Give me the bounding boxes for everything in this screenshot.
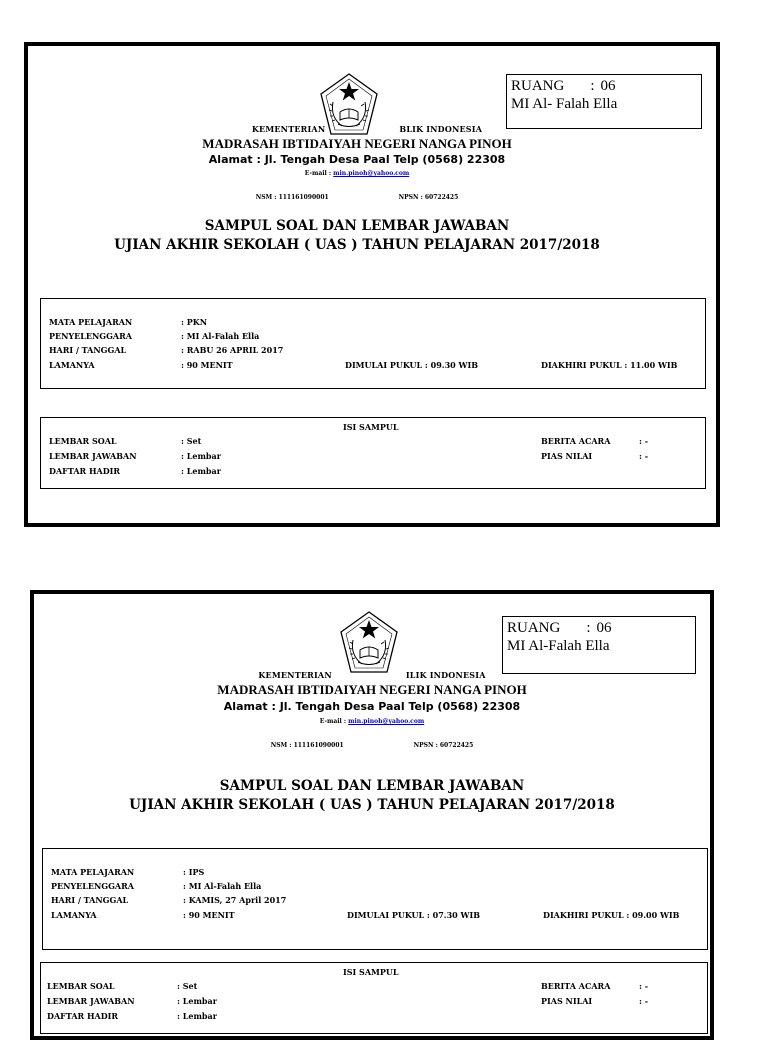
email-link[interactable]: min.pinoh@yahoo.com	[333, 170, 410, 177]
subject-label: MATA PELAJARAN	[49, 317, 133, 327]
room-number: 06	[600, 78, 616, 94]
ministry-text-right: ILIK INDONESIA	[405, 670, 486, 680]
ministry-text-left: KEMENTERIAN	[251, 124, 326, 134]
answer-sheet-value: : Lembar	[181, 451, 221, 461]
minutes-label: BERITA ACARA	[541, 436, 611, 446]
email-label: E-mail :	[304, 170, 334, 177]
minutes-label: BERITA ACARA	[541, 981, 611, 991]
date-value: : RABU 26 APRIL 2017	[181, 345, 284, 355]
email-label: E-mail :	[319, 718, 349, 725]
id-numbers	[0, 194, 716, 201]
attendance-label: DAFTAR HADIR	[49, 466, 121, 476]
question-sheet-label: LEMBAR SOAL	[47, 981, 115, 991]
question-sheet-label: LEMBAR SOAL	[49, 436, 117, 446]
question-sheet-value: : Set	[177, 981, 198, 991]
date-label: HARI / TANGGAL	[49, 345, 127, 355]
duration-value: : 90 MENIT	[183, 910, 235, 920]
ministry-text-right: BLIK INDONESIA	[399, 124, 483, 134]
minutes-value: : -	[639, 981, 649, 991]
room-box: RUANG : 06 MI Al-Falah Ella	[502, 616, 696, 674]
attendance-value: : Lembar	[177, 1011, 217, 1021]
end-time: DIAKHIRI PUKUL : 09.00 WIB	[543, 910, 680, 920]
document-title: SAMPUL SOAL DAN LEMBAR JAWABAN	[219, 778, 525, 794]
ministry-emblem-icon	[338, 610, 400, 676]
ministry-line	[34, 670, 710, 680]
subject-value: : PKN	[181, 317, 208, 327]
contents-box	[40, 962, 708, 1034]
email-link[interactable]: min.pinoh@yahoo.com	[348, 718, 425, 725]
attendance-label: DAFTAR HADIR	[47, 1011, 119, 1021]
ministry-line	[18, 124, 716, 134]
exam-title: UJIAN AKHIR SEKOLAH ( UAS ) TAHUN PELAJARAN 2017/2018	[129, 797, 615, 813]
ministry-text-left: KEMENTERIAN	[258, 670, 332, 680]
subject-value: : IPS	[183, 867, 205, 877]
grade-sheet-label: PIAS NILAI	[541, 996, 593, 1006]
organizer-value: : MI Al-Falah Ella	[181, 331, 260, 341]
duration-value: : 90 MENIT	[181, 360, 233, 370]
minutes-value: : -	[639, 436, 649, 446]
subject-label: MATA PELAJARAN	[51, 867, 135, 877]
cover-sheet-1	[24, 42, 720, 527]
school-short-name: MI Al- Falah Ella	[511, 96, 618, 112]
room-number: 06	[596, 620, 612, 636]
answer-sheet-label: LEMBAR JAWABAN	[49, 451, 137, 461]
date-value: : KAMIS, 27 April 2017	[183, 895, 287, 905]
id-numbers	[34, 742, 710, 749]
exam-info-box	[40, 298, 706, 389]
exam-title: UJIAN AKHIR SEKOLAH ( UAS ) TAHUN PELAJARAN 2017/2018	[114, 237, 600, 253]
exam-info-box	[42, 848, 708, 950]
room-label: RUANG	[507, 620, 561, 636]
cover-sheet-2	[30, 590, 714, 1040]
room-box: RUANG : 06 MI Al- Falah Ella	[506, 74, 702, 129]
nsm: NSM : 111161090001	[255, 194, 329, 201]
npsn: NPSN : 60722425	[398, 194, 459, 201]
grade-sheet-value: : -	[639, 451, 649, 461]
grade-sheet-value: : -	[639, 996, 649, 1006]
school-name: MADRASAH IBTIDAIYAH NEGERI NANGA PINOH	[217, 682, 527, 697]
answer-sheet-value: : Lembar	[177, 996, 217, 1006]
school-short-name: MI Al-Falah Ella	[507, 638, 610, 654]
nsm: NSM : 111161090001	[270, 742, 344, 749]
npsn: NPSN : 60722425	[413, 742, 474, 749]
grade-sheet-label: PIAS NILAI	[541, 451, 593, 461]
start-time: DIMULAI PUKUL : 09.30 WIB	[345, 360, 478, 370]
contents-heading: ISI SAMPUL	[343, 967, 399, 977]
contents-box	[40, 417, 706, 489]
duration-label: LAMANYA	[49, 360, 95, 370]
school-address: Alamat : Jl. Tengah Desa Paal Telp (0568) 22308	[223, 700, 521, 713]
document-title: SAMPUL SOAL DAN LEMBAR JAWABAN	[204, 218, 510, 234]
school-address: Alamat : Jl. Tengah Desa Paal Telp (0568) 22308	[208, 153, 506, 166]
answer-sheet-label: LEMBAR JAWABAN	[47, 996, 135, 1006]
start-time: DIMULAI PUKUL : 07.30 WIB	[347, 910, 480, 920]
organizer-label: PENYELENGGARA	[49, 331, 132, 341]
date-label: HARI / TANGGAL	[51, 895, 129, 905]
email-line	[0, 170, 716, 177]
question-sheet-value: : Set	[181, 436, 202, 446]
organizer-label: PENYELENGGARA	[51, 881, 134, 891]
duration-label: LAMANYA	[51, 910, 97, 920]
school-name: MADRASAH IBTIDAIYAH NEGERI NANGA PINOH	[202, 136, 512, 151]
contents-heading: ISI SAMPUL	[343, 422, 399, 432]
end-time: DIAKHIRI PUKUL : 11.00 WIB	[541, 360, 678, 370]
email-line	[34, 718, 710, 725]
attendance-value: : Lembar	[181, 466, 221, 476]
room-label: RUANG	[511, 78, 565, 94]
organizer-value: : MI Al-Falah Ella	[183, 881, 262, 891]
